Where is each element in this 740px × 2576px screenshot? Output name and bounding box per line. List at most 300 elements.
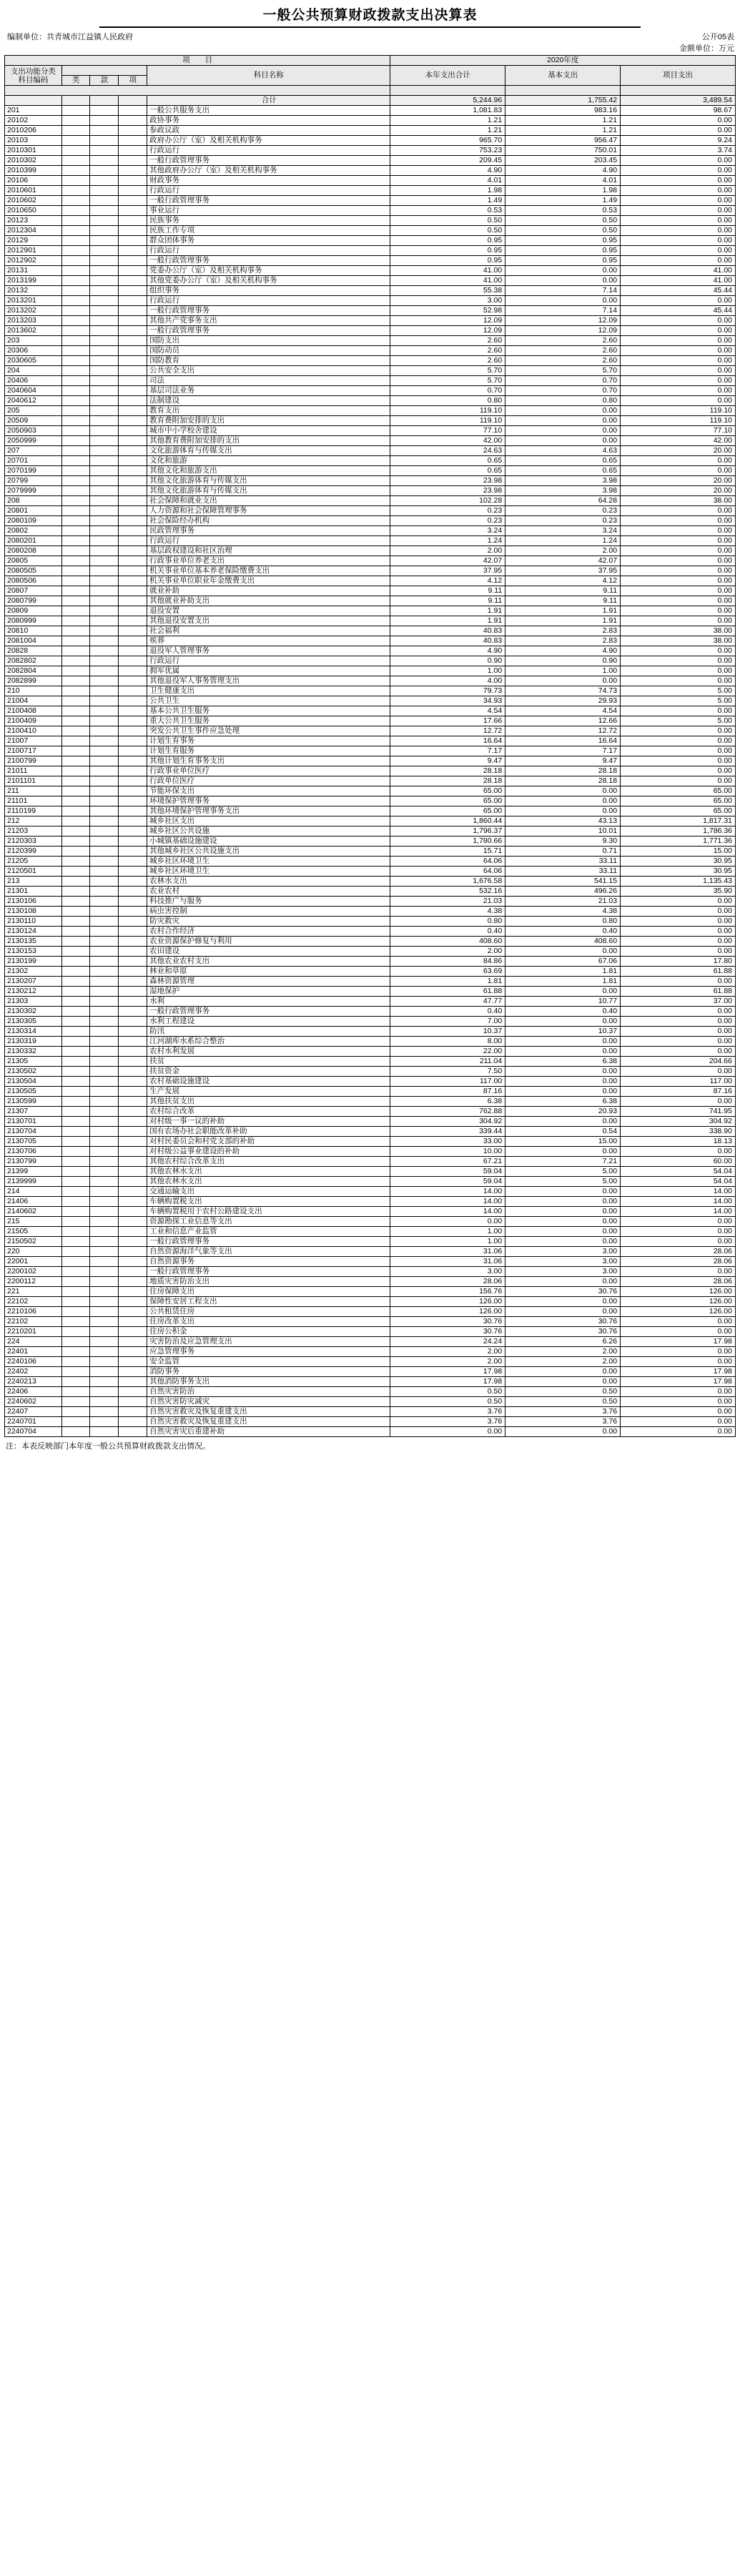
- table-row: [5, 496, 736, 506]
- cell-class: [61, 546, 90, 556]
- table-row: [5, 1107, 736, 1117]
- cell-class: [61, 1267, 90, 1277]
- cell-code: 212: [5, 816, 62, 826]
- cell-xiang: [119, 977, 147, 987]
- cell-project: 87.16: [621, 1087, 736, 1097]
- table-row: [5, 716, 736, 726]
- cell-basic: 0.50: [505, 1397, 621, 1407]
- cell-code: 207: [5, 446, 62, 456]
- cell-basic: 2.83: [505, 626, 621, 636]
- table-row: [5, 1407, 736, 1417]
- cell-code: 20131: [5, 266, 62, 276]
- cell-subject-name: 公共安全支出: [147, 366, 390, 376]
- cell-project: 5.00: [621, 716, 736, 726]
- cell-xiang: [119, 1267, 147, 1277]
- cell-kuan: [90, 1287, 119, 1297]
- cell-total: 0.40: [390, 1007, 505, 1017]
- cell-xiang: [119, 1127, 147, 1137]
- cell-project: 41.00: [621, 266, 736, 276]
- cell-xiang: [119, 216, 147, 226]
- cell-total: 65.00: [390, 786, 505, 796]
- cell-total: 87.16: [390, 1087, 505, 1097]
- cell-total: 1.00: [390, 1237, 505, 1247]
- table-row: [5, 1087, 736, 1097]
- table-row: [5, 306, 736, 316]
- table-row: [5, 396, 736, 406]
- cell-total: 40.83: [390, 626, 505, 636]
- cell-kuan: [90, 806, 119, 816]
- table-row: [5, 1307, 736, 1317]
- header-code: 支出功能分类 科目编码: [5, 66, 62, 86]
- cell-project: 0.00: [621, 1267, 736, 1277]
- cell-project: 0.00: [621, 907, 736, 917]
- cell-code: 2130153: [5, 947, 62, 957]
- cell-kuan: [90, 786, 119, 796]
- cell-class: [61, 656, 90, 666]
- cell-xiang: [119, 606, 147, 616]
- cell-subject-name: 住房公积金: [147, 1327, 390, 1337]
- cell-project: 0.00: [621, 586, 736, 596]
- cell-kuan: [90, 366, 119, 376]
- cell-total: 1,081.83: [390, 106, 505, 116]
- cell-basic: 0.00: [505, 1047, 621, 1057]
- table-row: [5, 136, 736, 146]
- cell-kuan: [90, 857, 119, 867]
- table-row: [5, 837, 736, 847]
- cell-project: 5.00: [621, 686, 736, 696]
- table-row: [5, 226, 736, 236]
- cell-project: 0.00: [621, 456, 736, 466]
- cell-xiang: [119, 116, 147, 126]
- cell-subject-name: 节能环保支出: [147, 786, 390, 796]
- cell-xiang: [119, 1037, 147, 1047]
- cell-total: 1,860.44: [390, 816, 505, 826]
- table-row: [5, 947, 736, 957]
- cell-code: 2130319: [5, 1037, 62, 1047]
- table-row: [5, 907, 736, 917]
- cell-project: 119.10: [621, 406, 736, 416]
- cell-xiang: [119, 616, 147, 626]
- cell-kuan: [90, 897, 119, 907]
- cell-kuan: [90, 456, 119, 466]
- cell-total: 0.23: [390, 516, 505, 526]
- cell-project: 45.44: [621, 286, 736, 296]
- table-footnote: 注：本表反映部门本年度一般公共预算财政拨款支出情况。: [6, 1442, 210, 1451]
- cell-total: 0.50: [390, 1387, 505, 1397]
- cell-project: 0.00: [621, 326, 736, 336]
- cell-kuan: [90, 416, 119, 426]
- cell-basic: 9.30: [505, 837, 621, 847]
- cell-basic: 1.98: [505, 186, 621, 196]
- cell-total: 126.00: [390, 1307, 505, 1317]
- cell-subject-name: 水利工程建设: [147, 1017, 390, 1027]
- cell-code: 2082804: [5, 666, 62, 676]
- cell-code: 2130207: [5, 977, 62, 987]
- cell-kuan: [90, 356, 119, 366]
- cell-project: 0.00: [621, 126, 736, 136]
- cell-basic: 496.26: [505, 887, 621, 897]
- cell-subject-name: 农村合作经济: [147, 927, 390, 937]
- cell-class: [61, 1027, 90, 1037]
- cell-kuan: [90, 176, 119, 186]
- cell-kuan: [90, 837, 119, 847]
- cell-project: 65.00: [621, 786, 736, 796]
- cell-code: 2130502: [5, 1067, 62, 1077]
- cell-subject-name: 文化旅游体育与传媒支出: [147, 446, 390, 456]
- cell-class: [61, 987, 90, 997]
- cell-code: 2080799: [5, 596, 62, 606]
- cell-code: 20102: [5, 116, 62, 126]
- cell-xiang: [119, 646, 147, 656]
- cell-subject-name: 车辆购置税支出: [147, 1197, 390, 1207]
- cell-basic: 10.37: [505, 1027, 621, 1037]
- cell-total: 211.04: [390, 1057, 505, 1067]
- cell-basic: 21.03: [505, 897, 621, 907]
- cell-total: 4.90: [390, 646, 505, 656]
- table-row: [5, 546, 736, 556]
- cell-subject-name: 资源勘探工业信息等支出: [147, 1217, 390, 1227]
- cell-kuan: [90, 276, 119, 286]
- cell-class: [61, 917, 90, 927]
- cell-basic: 0.00: [505, 786, 621, 796]
- cell-code: 21205: [5, 857, 62, 867]
- cell-basic: 10.01: [505, 826, 621, 837]
- table-row: [5, 626, 736, 636]
- cell-subject-name: 住房保障支出: [147, 1287, 390, 1297]
- cell-total: 17.98: [390, 1377, 505, 1387]
- table-row: [5, 346, 736, 356]
- cell-class: [61, 907, 90, 917]
- cell-code: 210: [5, 686, 62, 696]
- cell-xiang: [119, 476, 147, 486]
- cell-code: 2013201: [5, 296, 62, 306]
- cell-subject-name: 公共租赁住房: [147, 1307, 390, 1317]
- cell-xiang: [119, 126, 147, 136]
- cell-basic: 0.00: [505, 1307, 621, 1317]
- cell-total: 9.47: [390, 756, 505, 766]
- cell-class: [61, 1037, 90, 1047]
- cell-xiang: [119, 927, 147, 937]
- cell-basic: 4.90: [505, 166, 621, 176]
- cell-project: 0.00: [621, 336, 736, 346]
- cell-kuan: [90, 1187, 119, 1197]
- cell-project: 0.00: [621, 766, 736, 776]
- cell-basic: 7.17: [505, 746, 621, 756]
- cell-basic: 3.00: [505, 1257, 621, 1267]
- cell-code: 20810: [5, 626, 62, 636]
- cell-total: 61.88: [390, 987, 505, 997]
- cell-kuan: [90, 436, 119, 446]
- cell-total: 33.00: [390, 1137, 505, 1147]
- header-project: 项目支出: [621, 66, 736, 86]
- cell-class: [61, 616, 90, 626]
- cell-code: [5, 96, 62, 106]
- cell-basic: 0.00: [505, 676, 621, 686]
- cell-subject-name: 退役安置: [147, 606, 390, 616]
- cell-kuan: [90, 616, 119, 626]
- header-item-group: 项 目: [5, 56, 390, 66]
- cell-kuan: [90, 1427, 119, 1437]
- cell-basic: 33.11: [505, 867, 621, 877]
- cell-kuan: [90, 646, 119, 656]
- cell-project: 28.06: [621, 1257, 736, 1267]
- cell-project: 45.44: [621, 306, 736, 316]
- cell-kuan: [90, 516, 119, 526]
- cell-xiang: [119, 826, 147, 837]
- cell-xiang: [119, 206, 147, 216]
- table-row: [5, 276, 736, 286]
- cell-total: 0.40: [390, 927, 505, 937]
- cell-kuan: [90, 1277, 119, 1287]
- cell-xiang: [119, 1287, 147, 1297]
- table-row: [5, 236, 736, 246]
- cell-subject-name: 民族事务: [147, 216, 390, 226]
- table-row: [5, 206, 736, 216]
- cell-subject-name: 防灾救灾: [147, 917, 390, 927]
- cell-project: 77.10: [621, 426, 736, 436]
- cell-subject-name: 交通运输支出: [147, 1187, 390, 1197]
- cell-basic: 12.09: [505, 326, 621, 336]
- cell-xiang: [119, 356, 147, 366]
- cell-class: [61, 556, 90, 566]
- cell-class: [61, 636, 90, 646]
- cell-class: [61, 166, 90, 176]
- cell-project: 0.00: [621, 156, 736, 166]
- cell-xiang: [119, 146, 147, 156]
- header-basic: 基本支出: [505, 66, 621, 86]
- cell-xiang: [119, 636, 147, 646]
- cell-class: [61, 826, 90, 837]
- cell-subject-name: 一般行政管理事务: [147, 1007, 390, 1017]
- cell-class: [61, 186, 90, 196]
- cell-xiang: [119, 877, 147, 887]
- table-row: [5, 1117, 736, 1127]
- cell-code: 2012304: [5, 226, 62, 236]
- cell-project: 20.00: [621, 476, 736, 486]
- cell-project: 98.67: [621, 106, 736, 116]
- cell-basic: 203.45: [505, 156, 621, 166]
- cell-subject-name: 行政运行: [147, 536, 390, 546]
- cell-kuan: [90, 336, 119, 346]
- cell-total: 2.00: [390, 546, 505, 556]
- cell-subject-name: 环境保护管理事务: [147, 796, 390, 806]
- cell-total: 209.45: [390, 156, 505, 166]
- cell-code: 2150502: [5, 1237, 62, 1247]
- cell-xiang: [119, 196, 147, 206]
- cell-basic: 29.93: [505, 696, 621, 706]
- cell-subject-name: 其他退役军人事务管理支出: [147, 676, 390, 686]
- cell-basic: 28.18: [505, 766, 621, 776]
- cell-xiang: [119, 696, 147, 706]
- cell-basic: 1.91: [505, 616, 621, 626]
- table-row: [5, 1007, 736, 1017]
- cell-code: 2012901: [5, 246, 62, 256]
- cell-xiang: [119, 1097, 147, 1107]
- cell-kuan: [90, 1237, 119, 1247]
- cell-subject-name: 国防教育: [147, 356, 390, 366]
- cell-xiang: [119, 1407, 147, 1417]
- cell-basic: 0.00: [505, 1187, 621, 1197]
- table-row: [5, 166, 736, 176]
- cell-total: 37.95: [390, 566, 505, 576]
- cell-xiang: [119, 736, 147, 746]
- cell-total: 1.24: [390, 536, 505, 546]
- cell-basic: 2.60: [505, 336, 621, 346]
- cell-xiang: [119, 897, 147, 907]
- cell-subject-name: 民政管理事务: [147, 526, 390, 536]
- cell-project: 54.04: [621, 1177, 736, 1187]
- table-row: [5, 857, 736, 867]
- cell-project: 30.95: [621, 857, 736, 867]
- cell-basic: 4.63: [505, 446, 621, 456]
- cell-project: 0.00: [621, 366, 736, 376]
- cell-code: 2010302: [5, 156, 62, 166]
- cell-xiang: [119, 1157, 147, 1167]
- cell-subject-name: 国防动员: [147, 346, 390, 356]
- cell-code: 2040612: [5, 396, 62, 406]
- cell-class: [61, 266, 90, 276]
- cell-xiang: [119, 1327, 147, 1337]
- table-row: [5, 156, 736, 166]
- cell-subject-name: 农业农村: [147, 887, 390, 897]
- cell-kuan: [90, 1117, 119, 1127]
- cell-kuan: [90, 656, 119, 666]
- cell-class: [61, 276, 90, 286]
- cell-project: 0.00: [621, 726, 736, 736]
- cell-total: 117.00: [390, 1077, 505, 1087]
- cell-code: 2130706: [5, 1147, 62, 1157]
- cell-class: [61, 156, 90, 166]
- table-row: [5, 186, 736, 196]
- cell-class: [61, 216, 90, 226]
- cell-xiang: [119, 526, 147, 536]
- cell-total: 10.37: [390, 1027, 505, 1037]
- cell-basic: 0.50: [505, 216, 621, 226]
- cell-code: 2210201: [5, 1327, 62, 1337]
- cell-xiang: [119, 706, 147, 716]
- cell-class: [61, 446, 90, 456]
- cell-xiang: [119, 867, 147, 877]
- cell-class: [61, 506, 90, 516]
- cell-total: 2.00: [390, 1357, 505, 1367]
- cell-class: [61, 1427, 90, 1437]
- cell-class: [61, 1397, 90, 1407]
- cell-code: 2130704: [5, 1127, 62, 1137]
- table-row: [5, 516, 736, 526]
- cell-total: 41.00: [390, 266, 505, 276]
- cell-kuan: [90, 536, 119, 546]
- cell-basic: 5.70: [505, 366, 621, 376]
- cell-project: 38.00: [621, 636, 736, 646]
- cell-kuan: [90, 496, 119, 506]
- cell-subject-name: 群众团体事务: [147, 236, 390, 246]
- cell-subject-name: 保障性安居工程支出: [147, 1297, 390, 1307]
- table-row: [5, 887, 736, 897]
- cell-kuan: [90, 196, 119, 206]
- cell-project: 0.00: [621, 676, 736, 686]
- cell-xiang: [119, 406, 147, 416]
- cell-total: 4.38: [390, 907, 505, 917]
- cell-xiang: [119, 957, 147, 967]
- cell-class: [61, 1277, 90, 1287]
- cell-project: 0.00: [621, 466, 736, 476]
- table-row: [5, 1237, 736, 1247]
- cell-class: [61, 1197, 90, 1207]
- cell-xiang: [119, 1147, 147, 1157]
- cell-basic: 3.00: [505, 1247, 621, 1257]
- cell-subject-name: 机关事业单位职业年金缴费支出: [147, 576, 390, 586]
- cell-kuan: [90, 696, 119, 706]
- cell-code: 2079999: [5, 486, 62, 496]
- cell-subject-name: 拥军优属: [147, 666, 390, 676]
- table-row: [5, 376, 736, 386]
- cell-subject-name: 其他文化旅游体育与传媒支出: [147, 476, 390, 486]
- cell-subject-name: 行政运行: [147, 186, 390, 196]
- cell-code: 2120501: [5, 867, 62, 877]
- cell-project: 126.00: [621, 1297, 736, 1307]
- cell-subject-name: 应急管理事务: [147, 1347, 390, 1357]
- cell-class: [61, 606, 90, 616]
- cell-project: 119.10: [621, 416, 736, 426]
- cell-xiang: [119, 596, 147, 606]
- cell-subject-name: 一般行政管理事务: [147, 156, 390, 166]
- cell-xiang: [119, 496, 147, 506]
- cell-code: 20123: [5, 216, 62, 226]
- cell-subject-name: 城市中小学校舍建设: [147, 426, 390, 436]
- cell-kuan: [90, 146, 119, 156]
- table-row: [5, 406, 736, 416]
- cell-subject-name: 民族工作专项: [147, 226, 390, 236]
- cell-project: 0.00: [621, 1097, 736, 1107]
- table-row: [5, 1207, 736, 1217]
- cell-code: 2100799: [5, 756, 62, 766]
- cell-class: [61, 867, 90, 877]
- cell-basic: 983.16: [505, 106, 621, 116]
- cell-project: 65.00: [621, 806, 736, 816]
- cell-project: 17.98: [621, 1367, 736, 1377]
- table-row: [5, 486, 736, 496]
- cell-project: 0.00: [621, 296, 736, 306]
- cell-class: [61, 716, 90, 726]
- cell-total: 15.71: [390, 847, 505, 857]
- cell-code: 22407: [5, 1407, 62, 1417]
- cell-code: 2130108: [5, 907, 62, 917]
- cell-class: [61, 746, 90, 756]
- cell-class: [61, 1237, 90, 1247]
- cell-basic: 1.91: [505, 606, 621, 616]
- cell-class: [61, 977, 90, 987]
- cell-subject-name: 事业运行: [147, 206, 390, 216]
- table-row: [5, 1317, 736, 1327]
- cell-class: [61, 1177, 90, 1187]
- cell-total: 40.83: [390, 636, 505, 646]
- cell-kuan: [90, 256, 119, 266]
- cell-class: [61, 1157, 90, 1167]
- cell-basic: 4.38: [505, 907, 621, 917]
- cell-class: [61, 346, 90, 356]
- cell-xiang: [119, 1397, 147, 1407]
- cell-xiang: [119, 626, 147, 636]
- cell-xiang: [119, 426, 147, 436]
- cell-basic: 3.76: [505, 1417, 621, 1427]
- cell-kuan: [90, 987, 119, 997]
- cell-code: 2101101: [5, 776, 62, 786]
- cell-xiang: [119, 376, 147, 386]
- cell-subject-name: 自然资源海洋气象等支出: [147, 1247, 390, 1257]
- cell-class: [61, 176, 90, 186]
- cell-basic: 0.53: [505, 206, 621, 216]
- cell-subject-name: 工业和信息产业监管: [147, 1227, 390, 1237]
